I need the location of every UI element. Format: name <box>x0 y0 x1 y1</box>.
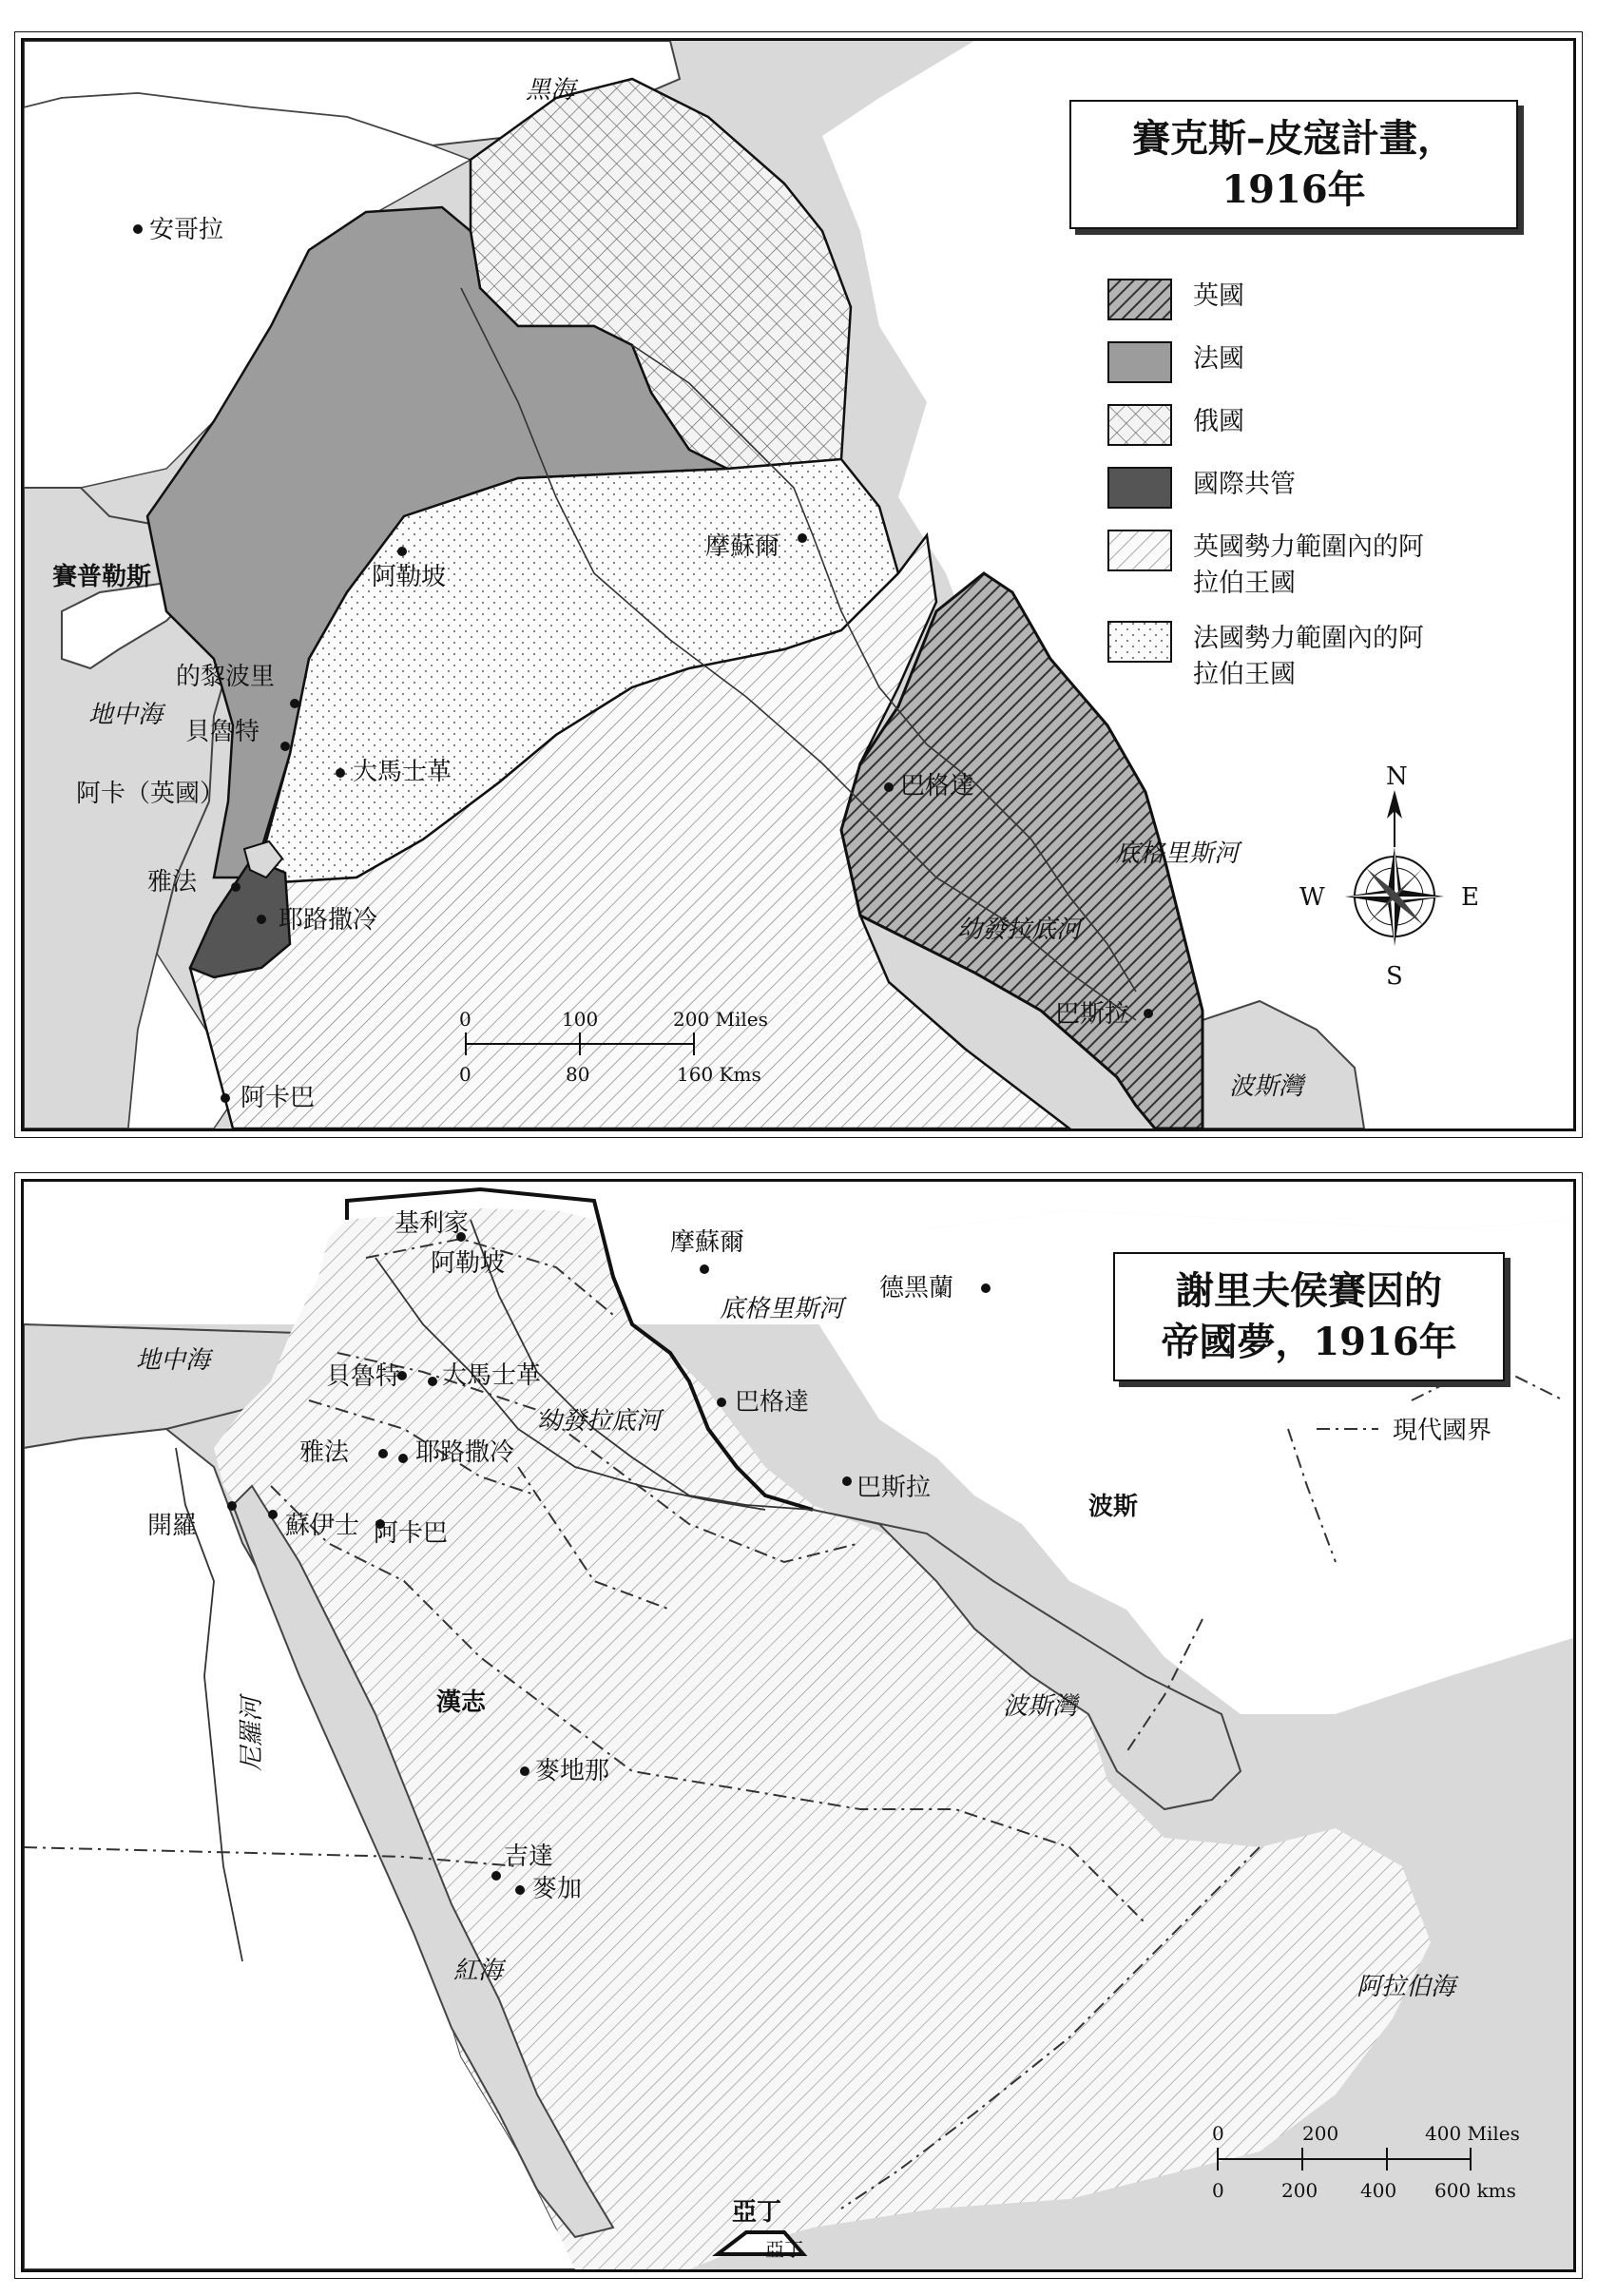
label-jerusalem: 耶路撒冷 <box>415 1438 515 1467</box>
jerusalem-dot <box>257 915 266 924</box>
label-tripoli: 的黎波里 <box>176 663 276 691</box>
label-cilicia: 基利家 <box>394 1209 470 1238</box>
legend-label-british-sphere: 英國勢力範圍內的阿拉伯王國 <box>1193 532 1424 598</box>
label-damascus: 大馬士革 <box>442 1361 542 1390</box>
scale-kms-3: 600 kms <box>1434 2179 1516 2202</box>
label-damascus: 大馬士革 <box>353 758 452 786</box>
scale-kms-0: 0 <box>1212 2179 1224 2202</box>
label-persian-gulf: 波斯灣 <box>1003 1692 1078 1721</box>
legend-item-british-sphere <box>1107 530 1440 602</box>
scale-miles-0: 0 <box>1212 2122 1224 2145</box>
sykes-picot-map-panel <box>21 38 1576 1131</box>
jeddah-dot <box>491 1871 501 1881</box>
medina-dot <box>520 1766 529 1776</box>
legend-item-britain <box>1107 279 1440 322</box>
legend-item-france <box>1107 341 1440 385</box>
compass-w: W <box>1299 883 1325 912</box>
label-mediterranean: 地中海 <box>88 701 164 729</box>
label-mediterranean: 地中海 <box>136 1346 211 1375</box>
top-title-line2: 1916年 <box>1222 167 1366 212</box>
mosul-dot <box>700 1264 709 1274</box>
label-aleppo: 阿勒坡 <box>431 1249 506 1278</box>
legend-label-french-sphere: 法國勢力範圍內的阿拉伯王國 <box>1193 624 1424 689</box>
label-euphrates: 幼發拉底河 <box>957 916 1082 944</box>
label-persia: 波斯 <box>1088 1493 1139 1521</box>
jaffa-dot <box>231 882 241 892</box>
scale-miles-1: 100 <box>562 1008 599 1031</box>
label-baghdad: 巴格達 <box>900 772 975 801</box>
label-aqaba: 阿卡巴 <box>241 1084 316 1112</box>
label-jeddah: 吉達 <box>504 1843 554 1871</box>
bottom-title-line2: 帝國夢，1916年 <box>1161 1320 1457 1364</box>
top-map-title <box>1069 100 1518 229</box>
label-beirut: 貝魯特 <box>326 1362 401 1391</box>
legend-border-label: 現代國界 <box>1393 1417 1492 1445</box>
suez-dot <box>268 1510 278 1519</box>
label-medina: 麥地那 <box>535 1757 610 1785</box>
label-mosul: 摩蘇爾 <box>705 532 780 561</box>
scale-kms-0: 0 <box>459 1063 471 1086</box>
label-mosul: 摩蘇爾 <box>670 1228 745 1257</box>
legend-label-international: 國際共管 <box>1193 470 1296 499</box>
hussein-empire-map-panel <box>21 1179 1576 2272</box>
scale-kms-1: 80 <box>566 1063 590 1086</box>
label-tehran: 德黑蘭 <box>879 1274 954 1302</box>
label-acre: 阿卡（英國） <box>76 780 225 808</box>
jerusalem-dot <box>398 1454 408 1463</box>
top-map-legend <box>1107 279 1440 712</box>
label-aleppo: 阿勒坡 <box>372 563 447 591</box>
tripoli-dot <box>290 699 299 708</box>
label-hejaz: 漢志 <box>436 1688 487 1717</box>
scale-kms-2: 400 <box>1360 2179 1397 2202</box>
legend-label-france: 法國 <box>1193 344 1244 374</box>
scale-miles-2: 200 Miles <box>673 1008 768 1031</box>
label-beirut: 貝魯特 <box>185 718 260 746</box>
legend-swatch-russia <box>1107 404 1174 448</box>
damascus-dot <box>336 768 345 778</box>
baghdad-dot <box>884 782 894 792</box>
scale-kms-2: 160 Kms <box>677 1063 761 1086</box>
aqaba-dot <box>221 1093 230 1103</box>
label-aden-city: 亞丁 <box>765 2238 803 2261</box>
label-tigris: 底格里斯河 <box>1115 839 1240 868</box>
mosul-dot <box>798 533 807 543</box>
legend-swatch-france <box>1107 341 1174 385</box>
label-persian-gulf: 波斯灣 <box>1229 1072 1304 1101</box>
legend-swatch-international <box>1107 467 1174 511</box>
basra-dot <box>1144 1009 1153 1018</box>
compass-e: E <box>1461 883 1479 912</box>
bottom-title-line1: 謝里夫侯賽因的 <box>1176 1268 1442 1313</box>
label-mecca: 麥加 <box>532 1875 583 1903</box>
label-black-sea: 黑海 <box>526 76 576 105</box>
label-aqaba: 阿卡巴 <box>374 1519 449 1548</box>
legend-swatch-britain <box>1107 279 1174 322</box>
cairo-dot <box>227 1501 237 1511</box>
label-ankara: 安哥拉 <box>149 216 224 244</box>
legend-item-international <box>1107 467 1440 511</box>
label-jaffa: 雅法 <box>147 868 198 897</box>
label-red-sea: 紅海 <box>453 1957 504 1985</box>
label-cyprus: 賽普勒斯 <box>52 563 152 591</box>
compass-n: N <box>1386 762 1408 791</box>
scale-miles-1: 200 <box>1302 2122 1339 2145</box>
legend-swatch-british-sphere <box>1107 530 1174 573</box>
top-title-line1: 賽克斯–皮寇計畫， <box>1132 116 1455 161</box>
tehran-dot <box>981 1283 991 1293</box>
label-arabian-sea: 阿拉伯海 <box>1356 1973 1456 2001</box>
legend-label-britain: 英國 <box>1193 281 1244 311</box>
damascus-dot <box>428 1377 437 1386</box>
scale-miles-2: 400 Miles <box>1425 2122 1520 2145</box>
scale-miles-0: 0 <box>459 1008 471 1031</box>
label-nile: 尼羅河 <box>238 1696 266 1771</box>
legend-item-french-sphere <box>1107 621 1440 693</box>
scale-kms-1: 200 <box>1281 2179 1318 2202</box>
legend-item-russia <box>1107 404 1440 448</box>
label-baghdad: 巴格達 <box>735 1388 810 1417</box>
legend-label-russia: 俄國 <box>1193 407 1244 436</box>
legend-swatch-french-sphere <box>1107 621 1174 665</box>
beirut-dot <box>280 742 290 751</box>
ankara-dot <box>133 224 143 234</box>
compass-s: S <box>1386 962 1403 991</box>
label-basra: 巴斯拉 <box>856 1474 932 1502</box>
label-aden-region: 亞丁 <box>732 2198 782 2227</box>
label-euphrates: 幼發拉底河 <box>537 1407 662 1436</box>
baghdad-dot <box>717 1398 726 1407</box>
basra-dot <box>842 1476 852 1486</box>
label-jerusalem: 耶路撒冷 <box>279 906 378 935</box>
mecca-dot <box>515 1885 525 1895</box>
aleppo-dot <box>397 547 407 556</box>
label-cairo: 開羅 <box>147 1512 198 1540</box>
label-tigris: 底格里斯河 <box>720 1295 844 1323</box>
label-basra: 巴斯拉 <box>1055 1000 1130 1029</box>
bottom-map-title <box>1113 1252 1505 1381</box>
jaffa-dot <box>378 1449 388 1458</box>
label-suez: 蘇伊士 <box>285 1512 360 1540</box>
label-jaffa: 雅法 <box>299 1438 350 1467</box>
